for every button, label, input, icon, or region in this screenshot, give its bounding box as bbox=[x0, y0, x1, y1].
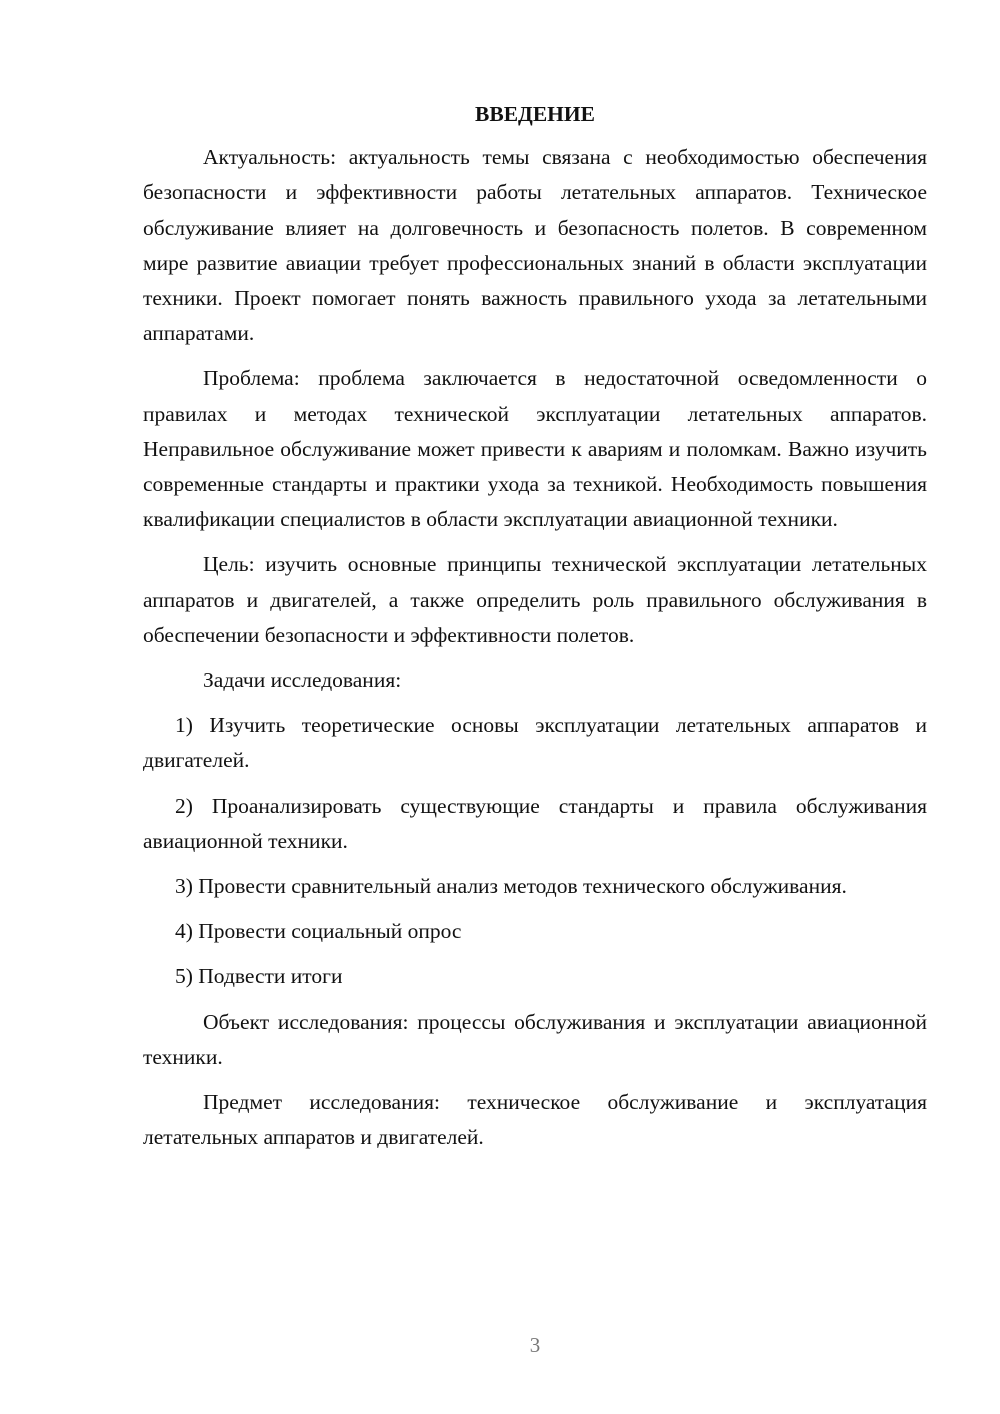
page-title: ВВЕДЕНИЕ bbox=[475, 102, 595, 126]
page-number: 3 bbox=[529, 1333, 541, 1357]
task-item: 2) Проанализировать существующие стандарты и правила обслуживания авиационной техники. bbox=[143, 793, 927, 853]
task-item: 5) Подвести итоги bbox=[175, 964, 343, 989]
task-item: 3) Провести сравнительный анализ методов технического обслуживания. bbox=[175, 874, 847, 899]
problem-paragraph: Проблема: проблема заключается в недостаточной осведомленности о правилах и методах технической эксплуатации летательных аппаратов. Неправильное обслуживание может привести к авариям и поломкам. Важно изучить современные стандарты и практики ухода за техникой. Необходимость повышения квалификации специалистов в области эксплуатации авиационной техники. bbox=[143, 366, 927, 532]
page-body bbox=[143, 97, 927, 1165]
relevance-paragraph: Актуальность: актуальность темы связана с необходимостью обеспечения безопасности и эффективности работы летательных аппаратов. Техническое обслуживание влияет на долговечность и безопасность полетов. В современном мире развитие авиации требует профессиональных знаний в области эксплуатации техники. Проект помогает понять важность правильного ухода за летательными аппаратами. bbox=[143, 145, 927, 346]
task-item: 1) Изучить теоретические основы эксплуатации летательных аппаратов и двигателей. bbox=[143, 713, 927, 773]
subject-paragraph: Предмет исследования: техническое обслуживание и эксплуатация летательных аппаратов и двигателей. bbox=[143, 1090, 927, 1150]
goal-paragraph: Цель: изучить основные принципы технической эксплуатации летательных аппаратов и двигателей, а также определить роль правильного обслуживания в обеспечении безопасности и эффективности полетов. bbox=[143, 552, 927, 647]
object-paragraph: Объект исследования: процессы обслуживания и эксплуатации авиационной техники. bbox=[143, 1009, 927, 1069]
task-item: 4) Провести социальный опрос bbox=[175, 919, 462, 944]
tasks-intro: Задачи исследования: bbox=[203, 668, 402, 693]
